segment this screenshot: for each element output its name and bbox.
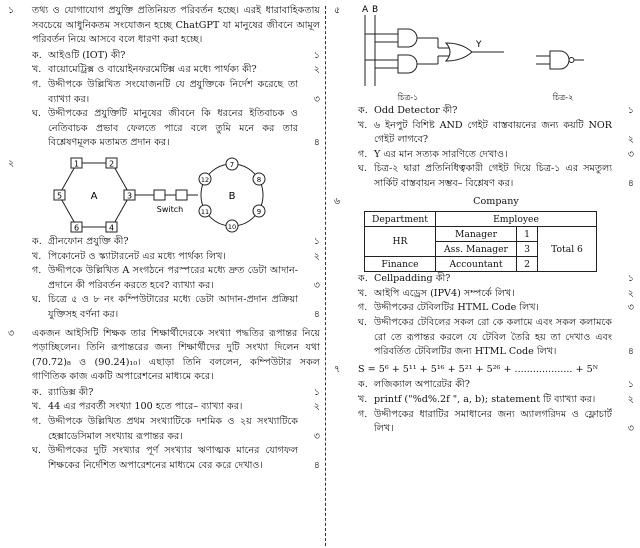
network-b-label: B [228,190,236,202]
sub-question-ga [358,408,634,437]
sub-text: উদ্দীপকে উল্লিখিত প্রথম সংখ্যাটিকে দশমিক ও ২য় সংখ্যাটিকে হেক্সাডেসিমাল সংখ্যায় রূপান্তর কর। [48,416,298,442]
sub-question-ka [32,49,320,64]
node-b-8-label: 8 [256,175,262,184]
sub-tag: ক. [32,235,42,247]
input-b-label: B [372,5,379,15]
nand-gate [550,51,569,69]
mark: ১ [313,235,320,247]
question-stem: একজন আইসিটি শিক্ষক তার শিক্ষার্থীদেরকে সংখ্যা পদ্ধতির রূপান্তর নিয়ে পড়াচ্ছিলেন। তিনি রূপান্তরের জন্য শিক্ষার্থীদের দুটি সংখ্যা দিলেন যথা (70.72)₈ ও (90.24)₁₀। এছাড়া তিনি বললেন, কম্পিউটার সকল গাণিতিক কাজ একটি অপারেশনের মাধ্যমে করে। [32,327,320,383]
question-6 [334,195,634,360]
sub-question-ka [358,272,634,287]
node-b-11-label: 11 [200,207,210,216]
node-a-3-label: 3 [126,191,133,201]
left-column [8,4,320,473]
mark: ৩ [313,279,320,291]
node-b-7-label: 7 [229,160,235,169]
company-table [364,211,597,272]
question-5 [334,4,634,192]
mark: ২ [313,64,320,76]
sub-text: চিত্রে ৫ ও ৮ নং কম্পিউটারের মধ্যে ডেটা আদান-প্রদান প্রক্রিয়া যুক্তিসহ বর্ণনা কর। [48,294,298,320]
cell-count: 1 [517,227,538,242]
sub-question-ga [32,264,320,293]
sub-tag: গ. [358,302,368,314]
sub-question-ka [358,104,634,119]
mark: ৪ [313,459,320,471]
sub-tag: খ. [32,401,42,413]
mark: ৩ [313,430,320,442]
node-a-6-label: 6 [73,223,80,233]
sub-text: বায়োমেট্রিক্স ও বায়োইনফরমেটিক্স এর মধ্যে পার্থক্য কী? [48,64,257,76]
sub-question-gha [32,107,320,151]
sub-text: উদ্দীপকে উল্লিখিত A সংগঠনে পরস্পরের মধ্যে দ্রুত ডেটা আদান-প্রদানে কী পরিবর্তন করতে হবে? ব্যাখ্যা কর। [48,265,298,291]
column-divider [325,6,326,546]
mark: ৩ [313,93,320,105]
sub-text: লজিক্যাল অপারেটর কী? [374,379,470,391]
sub-text: উদ্দীপকে উল্লিখিত সংযোজনটি যে প্রযুক্তিকে নির্দেশ করেছে তা ব্যাখ্যা কর। [48,78,298,105]
cell-total: Total 6 [538,227,597,272]
sub-tag: ঘ. [358,316,367,328]
mark: ২ [313,401,320,413]
mark: ১ [627,105,634,116]
node-a-5-label: 5 [56,191,63,201]
sub-tag: খ. [32,250,42,262]
node-a-4-label: 4 [108,223,115,233]
sub-text: 44 এর পরবর্তী সংখ্যা 100 হতে পারে– ব্যাখ্যা কর। [48,401,243,413]
sub-tag: গ. [32,265,42,277]
sub-question-gha [358,162,634,191]
cell-role: Manager [436,227,517,242]
question-number: ৬ [334,195,341,207]
question-3 [8,327,320,474]
sub-tag: ক. [32,49,42,61]
node-b-12-label: 12 [200,175,210,184]
node-a-2-label: 2 [108,159,115,169]
header-employee: Employee [436,212,597,227]
network-a-label: A [90,190,98,202]
sub-tag: ঘ. [32,108,41,120]
sub-text: পিকোনেট ও স্ক্যাটারনেট এর মধ্যে পার্থক্য লিখ। [48,250,226,262]
mark: ৩ [627,148,634,160]
sub-question-ga [32,78,320,107]
sub-question-ka [358,378,634,393]
question-1 [8,4,320,151]
sub-text: উদ্দীপকের টেবিলটির HTML Code লিখ। [374,302,539,314]
sub-question-kha [358,119,634,148]
network-diagram [42,157,272,235]
sub-tag: গ. [32,416,42,428]
sub-question-ga [358,148,634,163]
cell-count: 2 [517,257,538,272]
sub-tag: গ. [358,148,368,160]
sub-tag: ক. [358,379,368,391]
sub-text: Cellpadding কী? [374,273,451,285]
sub-text: ৬ ইনপুট বিশিষ্ট AND গেইট বাস্তবায়নের জন্য কয়টি NOR গেইট লাগবে? [374,119,612,146]
sub-question-kha [32,250,320,265]
question-7 [334,363,634,437]
sub-question-ka [32,386,320,401]
and-gate-2 [398,55,417,73]
figure-1-caption: চিত্র-১ [397,93,419,102]
figure-2-caption: চিত্র-২ [552,93,574,102]
sub-text: Y এর মান সত্যক সারণিতে দেখাও। [374,148,508,160]
mark: ৪ [627,346,634,358]
sub-tag: খ. [358,393,368,405]
logic-circuit-figure [358,4,628,104]
sub-text: printf ("%d%.2f ", a, b); statement টি ব্যাখ্যা কর। [374,393,596,405]
table-caption: Company [473,195,519,207]
mark: ২ [313,250,320,262]
sub-tag: ক. [32,386,42,398]
right-column [334,4,634,437]
sub-tag: ক. [358,105,368,116]
switch-label: Switch [156,204,184,214]
sub-question-kha [358,393,634,408]
question-2 [8,157,320,323]
node-b-10-label: 10 [227,222,237,231]
or-gate [446,43,472,61]
sub-text: উদ্দীপকের দুটি সংখ্যার পূর্ণ সংখ্যার ঋণাত্মক মানের যোগফল শিক্ষকের নির্দেশিত অপারেশনের মাধ্যমে বের করে দেখাও। [48,445,298,471]
mark: ৪ [313,308,320,320]
sub-question-ga [358,301,634,316]
mark: ২ [627,134,634,146]
sub-tag: খ. [358,287,368,299]
question-number: ১ [8,5,15,16]
question-number: ২ [8,157,15,169]
sub-question-gha [32,293,320,322]
sub-tag: গ. [358,408,368,420]
mark: ১ [313,49,320,61]
and-gate-1 [398,29,417,47]
cell-hr: HR [365,227,436,257]
cell-role: Ass. Manager [436,242,517,257]
sub-question-kha [32,400,320,415]
node-a-1-label: 1 [73,159,80,169]
sub-text: উদ্দীপকের প্রযুক্তিটি মানুষের জীবনে কি ধরনের ইতিবাচক ও নেতিবাচক প্রভাব ফেলতে পারে বলে তুমি মনে কর তার বিশ্লেষণমূলক মতামত প্রদান কর। [48,108,298,149]
sub-text: উদ্দীপকের ধারাটির সমাধানের জন্য অ্যালগরিদম ও ফ্লোচার্ট লিখ। [374,408,612,435]
mark: ১ [627,273,634,285]
cell-count: 3 [517,242,538,257]
sub-text: চিত্র-২ দ্বারা প্রতিনিধিত্বকারী গেইট দিয়ে চিত্র-১ এর সমতুল্য সার্কিট বাস্তবায়ন সম্ভব– বিশ্লেষণ কর। [374,163,612,189]
sub-tag: ক. [358,273,368,285]
sub-text: আইওটি (IOT) কী? [48,49,126,61]
switch-box [154,190,165,200]
sub-question-kha [32,63,320,78]
sub-question-ka [32,235,320,250]
sub-tag: খ. [358,119,368,131]
sub-text: আইপি এড্রেস (IPV4) সম্পর্কে লিখ। [374,287,515,299]
sub-tag: গ. [32,78,42,90]
nand-bubble [569,58,574,63]
mark: ২ [627,287,634,299]
sub-tag: ঘ. [358,163,367,175]
sub-question-kha [358,287,634,302]
sub-text: Odd Detector কী? [374,105,458,116]
mark: ৪ [313,137,320,149]
mark: ৩ [627,302,634,314]
mark: ৩ [627,423,634,435]
mark: ২ [627,393,634,405]
question-stem: তথ্য ও যোগাযোগ প্রযুক্তি প্রতিনিয়ত পরিবর্তন হচ্ছে। এরই ধারাবাহিকতায় সবচেয়ে আধুনিকতম সংযোজন হচ্ছে ChatGPT যা মানুষের জীবনে আমূল পরিবর্তন নিয়ে আসবে বলে ধারণা করা হচ্ছে। [32,5,320,46]
sub-text: উদ্দীপকের টেবিলের সকল রো কে কলামে এবং সকল কলামকে রো তে রূপান্তর করলে যে টেবিল তৈরি হয় তা দেখাও এবং পরিবর্তিত টেবিলটির জন্য HTML Code লিখ। [374,316,612,358]
node-b-9-label: 9 [256,207,262,216]
sub-tag: ঘ. [32,445,41,457]
mark: ১ [313,386,320,398]
sub-question-gha [358,316,634,360]
cell-finance: Finance [365,257,436,272]
header-department: Department [365,212,436,227]
mark: ৪ [627,177,634,189]
sub-question-gha [32,444,320,473]
sub-text: গ্রীনফোন প্রযুক্তি কী? [48,235,129,247]
question-number: ৭ [334,363,341,375]
series-expression: S = 5⁶ + 5¹¹ + 5¹⁶ + 5²¹ + 5²⁶ + ................... + 5ᴺ [358,363,598,375]
sub-tag: ঘ. [32,294,41,306]
question-number: ৩ [8,327,15,339]
sub-text: র‍্যাডিক্স কী? [48,386,94,398]
cell-role: Accountant [436,257,517,272]
input-a-label: A [362,5,369,15]
sub-tag: খ. [32,64,42,76]
sub-question-ga [32,415,320,444]
mark: ১ [627,379,634,391]
output-y-label: Y [476,40,482,50]
switch-box-2 [176,190,187,200]
question-number: ৫ [334,5,341,16]
